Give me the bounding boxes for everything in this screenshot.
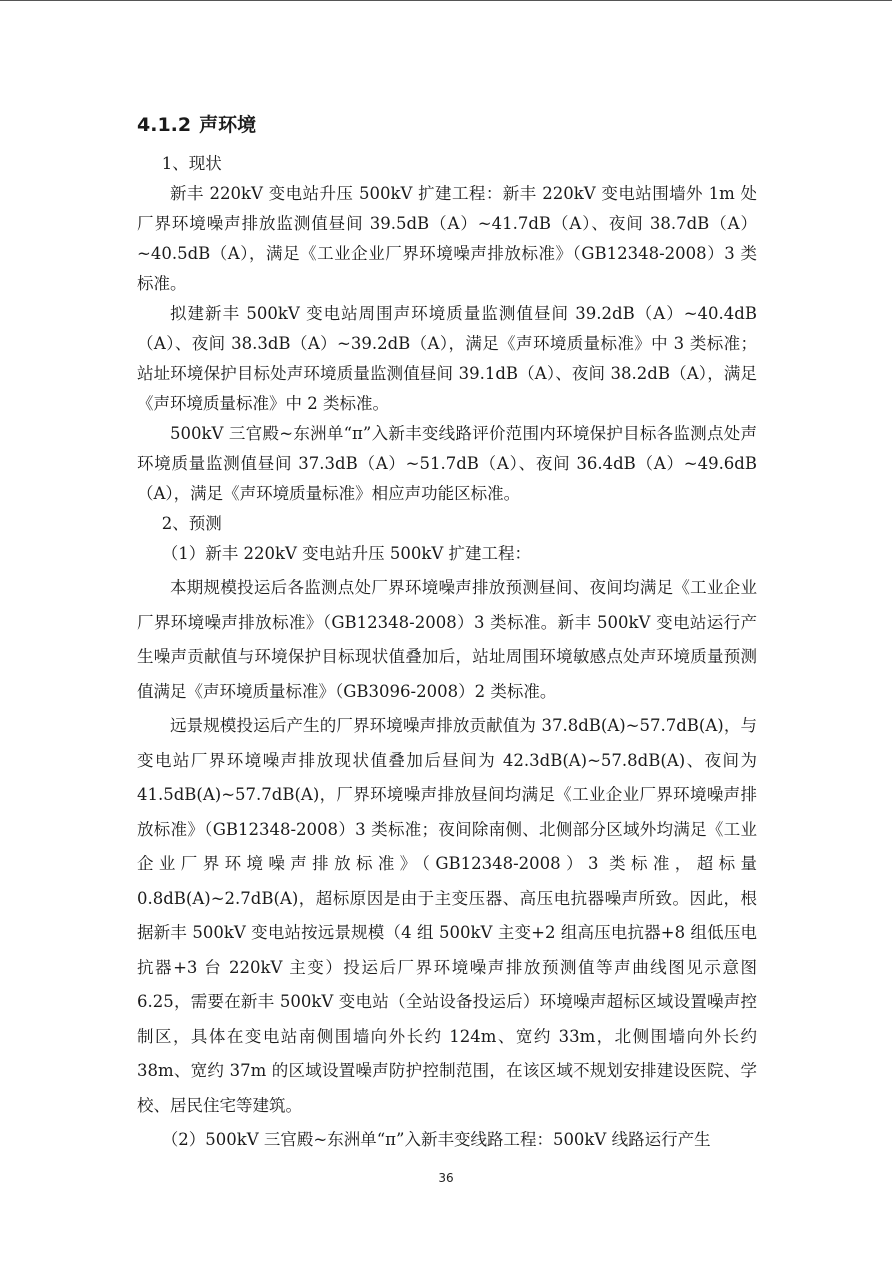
paragraph-current-status-heading: 1、现状 bbox=[161, 154, 222, 173]
paragraph-line-status: 500kV 三官殿~东洲单“π”入新丰变线路评价范围内环境保护目标各监测点处声环境质量监测值昼间 37.3dB（A）~51.7dB（A）、夜间 36.4dB（A）~49.6dB（A），满足《声环境质量标准》相应声功能区标准。 bbox=[137, 424, 757, 503]
paragraph-prediction-item-2: （2）500kV 三官殿~东洲单“π”入新丰变线路工程：500kV 线路运行产生 bbox=[161, 1130, 711, 1149]
section-title: 声环境 bbox=[199, 114, 257, 136]
paragraph-current-scale-prediction: 本期规模投运后各监测点处厂界环境噪声排放预测昼间、夜间均满足《工业企业厂界环境噪声排放标准》（GB12348-2008）3 类标准。新丰 500kV 变电站运行产生噪声贡献值与环境保护目标现状值叠加后，站址周围环境敏感点处声环境质量预测值满足《声环境质量标准》（GB3096-2008）2 类标准。 bbox=[137, 578, 757, 701]
page-number: 36 bbox=[438, 1171, 454, 1185]
section-heading bbox=[137, 108, 757, 142]
section-number: 4.1.2 bbox=[137, 114, 192, 136]
paragraph-xinfeng-220kv-status: 新丰 220kV 变电站升压 500kV 扩建工程：新丰 220kV 变电站围墙外 1m 处厂界环境噪声排放监测值昼间 39.5dB（A）~41.7dB（A）、夜间 38.7dB（A）~40.5dB（A），满足《工业企业厂界环境噪声排放标准》（GB12348-2008）3 类标准。 bbox=[137, 184, 757, 293]
paragraph-prediction-item-1: （1）新丰 220kV 变电站升压 500kV 扩建工程： bbox=[161, 544, 532, 563]
paragraph-xinfeng-500kv-status: 拟建新丰 500kV 变电站周围声环境质量监测值昼间 39.2dB（A）~40.4dB（A）、夜间 38.3dB（A）~39.2dB（A），满足《声环境质量标准》中 3 类标准；站址环境保护目标处声环境质量监测值昼间 39.1dB（A）、夜间 38.2dB（A），满足《声环境质量标准》中 2 类标准。 bbox=[137, 304, 757, 413]
document-page bbox=[137, 108, 757, 1158]
top-border-line bbox=[0, 0, 892, 1]
paragraph-long-term-prediction: 远景规模投运后产生的厂界环境噪声排放贡献值为 37.8dB(A)~57.7dB(A)，与变电站厂界环境噪声排放现状值叠加后昼间为 42.3dB(A)~57.8dB(A)、夜间为 41.5dB(A)~57.7dB(A)，厂界环境噪声排放昼间均满足《工业企业厂界环境噪声排放标准》（GB12348-2008）3 类标准；夜间除南侧、北侧部分区域外均满足《工业企业厂界环境噪声排放标准》（GB12348-2008）3 类标准，超标量 0.8dB(A)~2.7dB(A)，超标原因是由于主变压器、高压电抗器噪声所致。因此，根据新丰 500kV 变电站按远景规模（4 组 500kV 主变+2 组高压电抗器+8 组低压电抗器+3 台 220kV 主变）投运后厂界环境噪声排放预测值等声曲线图见示意图 6.25，需要在新丰 500kV 变电站（全站设备投运后）环境噪声超标区域设置噪声控制区，具体在变电站南侧围墙向外长约 124m、宽约 33m，北侧围墙向外长约 38m、宽约 37m 的区域设置噪声防护控制范围，在该区域不规划安排建设医院、学校、居民住宅等建筑。 bbox=[137, 716, 757, 1115]
paragraph-prediction-heading: 2、预测 bbox=[161, 514, 222, 533]
